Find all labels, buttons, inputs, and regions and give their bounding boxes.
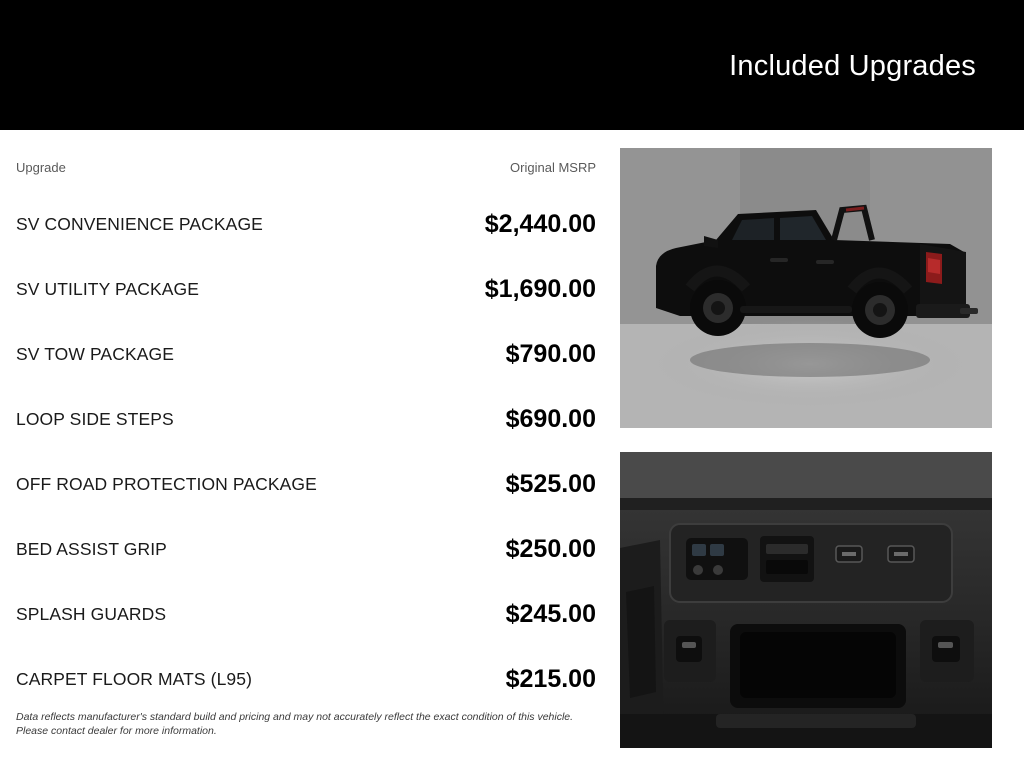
upgrade-name: SV TOW PACKAGE [16, 344, 174, 364]
table-row [16, 647, 596, 712]
page-header [0, 0, 1024, 130]
table-row [16, 322, 596, 387]
upgrade-price: $1,690.00 [484, 275, 596, 303]
page-content [0, 130, 1024, 768]
column-header-upgrade: Upgrade [16, 160, 66, 175]
upgrade-price: $790.00 [505, 340, 596, 368]
vehicle-exterior-photo [620, 148, 992, 428]
upgrade-price: $215.00 [505, 665, 596, 693]
upgrade-price: $245.00 [505, 600, 596, 628]
upgrade-name: OFF ROAD PROTECTION PACKAGE [16, 474, 317, 494]
disclaimer-line-2: Please contact dealer for more information. [16, 725, 217, 738]
upgrade-name: LOOP SIDE STEPS [16, 409, 174, 429]
table-row [16, 192, 596, 257]
column-header-msrp: Original MSRP [510, 160, 596, 175]
upgrade-name: SPLASH GUARDS [16, 604, 167, 624]
upgrade-price: $690.00 [505, 405, 596, 433]
exterior-photo-graphic [620, 148, 992, 428]
table-row [16, 387, 596, 452]
upgrade-price: $525.00 [505, 470, 596, 498]
upgrades-table [0, 130, 612, 768]
table-row [16, 257, 596, 322]
page-title: Included Upgrades [729, 50, 976, 82]
disclaimer-line-1: Data reflects manufacturer's standard build and pricing and may not accurately reflect the exact condition of this vehicle. [16, 711, 574, 723]
table-row [16, 452, 596, 517]
upgrade-price: $250.00 [505, 535, 596, 563]
interior-photo-graphic [620, 452, 992, 748]
table-header-row [16, 160, 596, 178]
disclaimer [16, 710, 596, 738]
table-row [16, 582, 596, 647]
upgrade-name: BED ASSIST GRIP [16, 539, 167, 559]
upgrade-name: CARPET FLOOR MATS (L95) [16, 669, 253, 689]
table-row [16, 517, 596, 582]
table-body [16, 192, 596, 712]
upgrade-price: $2,440.00 [484, 210, 596, 238]
vehicle-interior-photo [620, 452, 992, 748]
upgrade-name: SV CONVENIENCE PACKAGE [16, 214, 263, 234]
upgrade-name: SV UTILITY PACKAGE [16, 279, 200, 299]
